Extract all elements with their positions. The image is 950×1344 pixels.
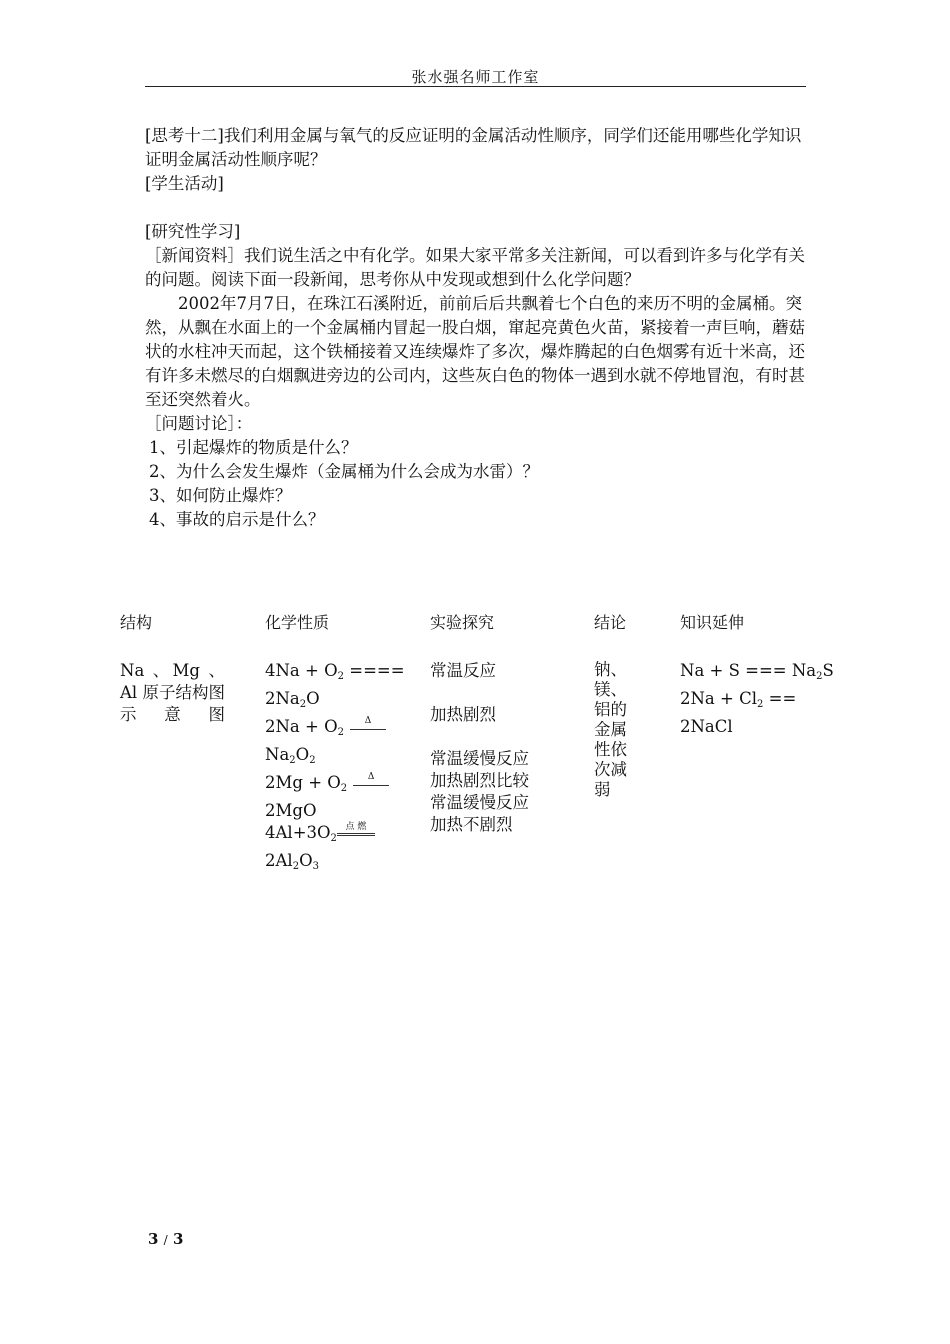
header-conclusion: 结论 bbox=[594, 613, 627, 632]
reaction-4-right: $2Al_2O_3$ bbox=[265, 851, 319, 872]
think-twelve: [思考十二]我们利用金属与氧气的反应证明的金属活动性顺序，同学们还能用哪些化学知识证明金属活动性顺序呢？ bbox=[145, 126, 802, 169]
reaction-1-left: $4Na + O_2$ ==== bbox=[265, 661, 405, 682]
extension-line-2: $2Na + Cl_2$ == bbox=[680, 689, 797, 710]
reaction-2-left: $2Na + O_2$ Δ bbox=[265, 716, 405, 744]
extension-cell bbox=[680, 660, 840, 738]
table-header-row bbox=[120, 610, 840, 634]
page-header bbox=[145, 66, 806, 87]
reaction-2-right: $Na_2O_2$ bbox=[265, 745, 316, 766]
reactions-cell bbox=[265, 660, 405, 878]
reaction-4-left: $4Al+3O_2$ 点 燃 bbox=[265, 822, 405, 850]
experiment-item: 常温缓慢反应 bbox=[430, 793, 529, 812]
reaction-3-right: 2MgO bbox=[265, 801, 317, 820]
header-chemical-property: 化学性质 bbox=[265, 613, 330, 632]
reaction-1-right: $2Na_2O$ bbox=[265, 689, 320, 710]
ignite-condition-arrow: 点 燃 bbox=[337, 822, 375, 836]
experiment-item: 常温反应 bbox=[430, 661, 496, 680]
extension-line-1: Na + S === $Na_2S$ bbox=[680, 661, 834, 682]
spacer bbox=[430, 726, 565, 748]
news-body: 2002年7月7日，在珠江石溪附近，前前后后共飘着七个白色的来历不明的金属桶。突然，从飘在水面上的一个金属桶内冒起一股白烟，窜起亮黄色火苗，紧接着一声巨响，蘑菇状的水柱冲天而起，这个铁桶接着又连续爆炸了多次，爆炸腾起的白色烟雾有近十米高，还有许多未燃尽的白烟飘进旁边的公司内，这些灰白色的物体一遇到水就不停地冒泡，有时甚至还突然着火。 bbox=[145, 294, 805, 409]
discussion-heading: ［问题讨论］： bbox=[145, 414, 253, 433]
experiment-item: 加热剧烈比较 bbox=[430, 771, 529, 790]
spacer bbox=[145, 196, 807, 220]
header-extension: 知识延伸 bbox=[680, 613, 745, 632]
structure-cell: Na 、Mg 、Al 原子结构图示意图 bbox=[120, 661, 225, 724]
header-title: 张水强名师工作室 bbox=[411, 68, 540, 86]
question-item: 1、引起爆炸的物质是什么？ bbox=[149, 438, 358, 457]
news-intro: ［新闻资料］我们说生活之中有化学。如果大家平常多关注新闻，可以看到许多与化学有关的问题。阅读下面一段新闻，思考你从中发现或想到什么化学问题？ bbox=[145, 246, 805, 289]
question-item: 4、事故的启示是什么？ bbox=[149, 510, 325, 529]
experiment-item: 加热剧烈 bbox=[430, 705, 496, 724]
research-heading: [研究性学习] bbox=[145, 222, 241, 241]
heat-condition-arrow: Δ bbox=[350, 716, 386, 730]
header-structure: 结构 bbox=[120, 613, 153, 632]
experiment-cell bbox=[430, 660, 565, 836]
header-experiment: 实验探究 bbox=[430, 613, 495, 632]
conclusion-cell: 钠、镁、铝的金属性依次减弱 bbox=[594, 660, 627, 799]
spacer bbox=[430, 682, 565, 704]
question-item: 2、为什么会发生爆炸（金属桶为什么会成为水雷）？ bbox=[149, 462, 539, 481]
extension-line-3: 2NaCl bbox=[680, 717, 733, 736]
page-number: 3 / 3 bbox=[148, 1230, 184, 1248]
heat-condition-arrow: Δ bbox=[353, 772, 389, 786]
main-text bbox=[145, 124, 807, 532]
reaction-3-left: $2Mg + O_2$ Δ bbox=[265, 772, 405, 800]
experiment-item: 常温缓慢反应 bbox=[430, 749, 529, 768]
question-item: 3、如何防止爆炸？ bbox=[149, 486, 292, 505]
student-activity: [学生活动] bbox=[145, 174, 224, 193]
experiment-item: 加热不剧烈 bbox=[430, 815, 513, 834]
